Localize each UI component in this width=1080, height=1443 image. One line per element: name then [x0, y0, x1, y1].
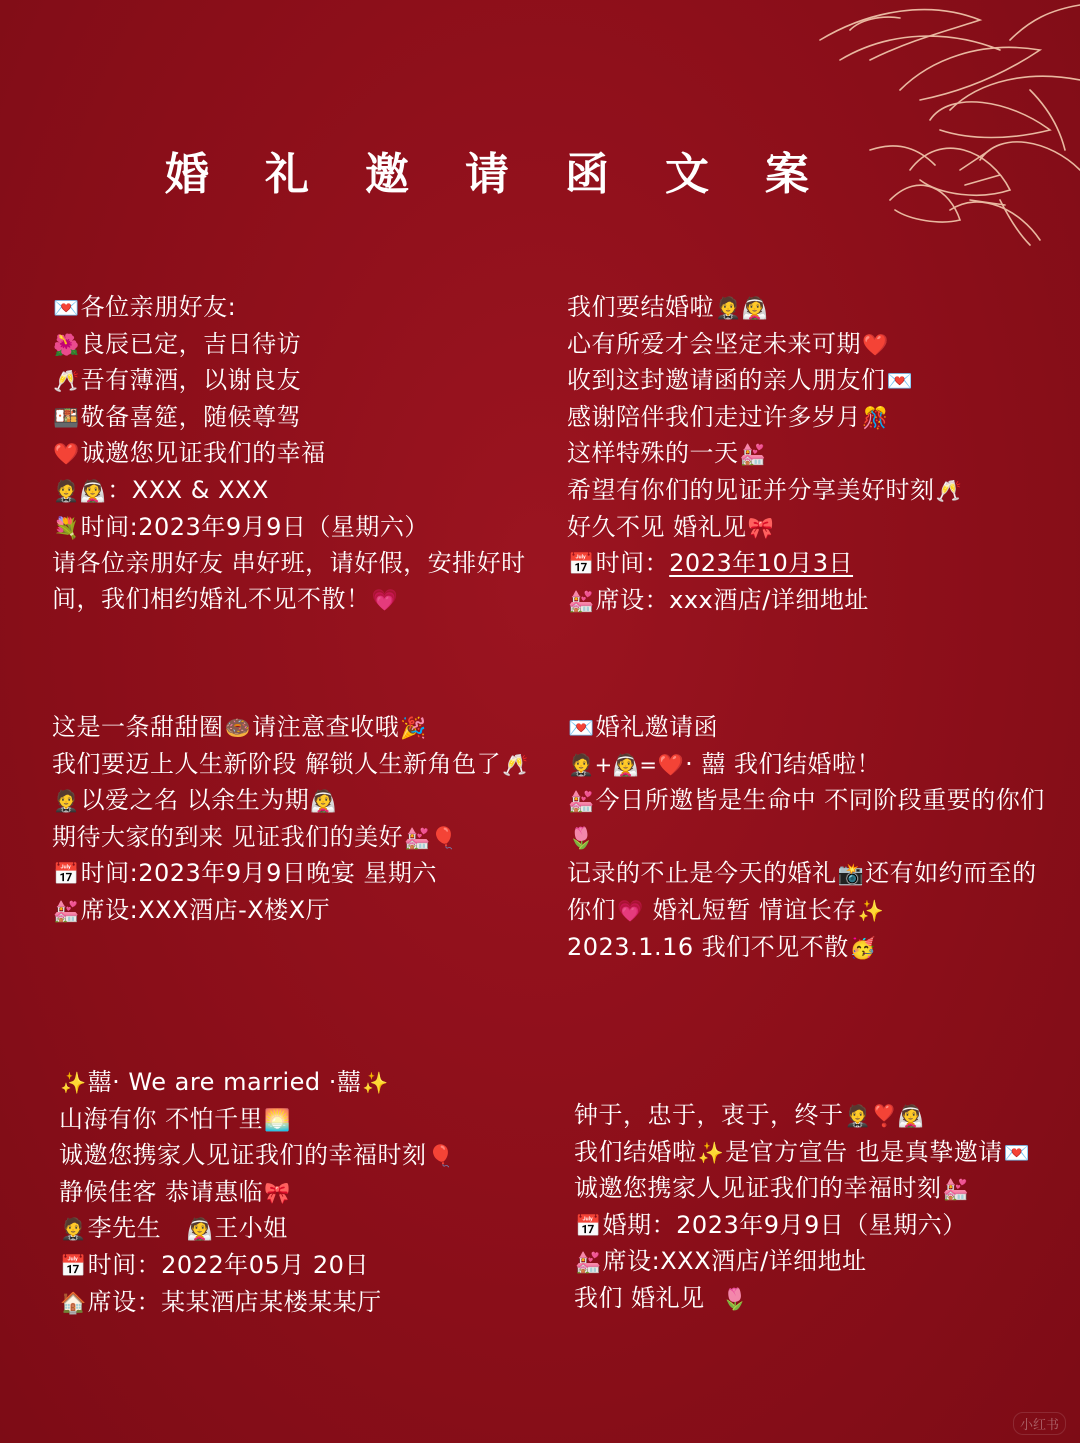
text-line	[59, 1285, 539, 1322]
bride-icon: 👰	[186, 1217, 214, 1242]
wedding-chapel-icon: 💒	[942, 1177, 970, 1202]
calendar-icon: 📅	[53, 862, 80, 887]
text-line	[59, 1211, 539, 1248]
text-line	[52, 327, 552, 364]
text-line	[52, 400, 552, 437]
text-line	[567, 436, 1057, 473]
line-text: 席设:XXX酒店-X楼X厅	[80, 895, 331, 924]
calendar-icon: 📅	[60, 1253, 87, 1278]
line-text: 婚期：2023年9月9日（星期六）	[602, 1210, 967, 1239]
line-text: 吾有薄酒，以谢良友	[80, 366, 302, 395]
line-text: 山海有你 不怕千里	[59, 1104, 264, 1133]
love-letter-icon: 💌	[1003, 1140, 1031, 1165]
line-text: 我们 婚礼见	[574, 1283, 705, 1312]
wedding-chapel-icon: 💒	[568, 789, 595, 814]
line-text: 钟于，忠于，衷于，终于	[574, 1101, 844, 1129]
line-text: 婚礼邀请函	[595, 713, 719, 741]
wedding-chapel-icon: 💒	[53, 898, 80, 923]
text-line	[574, 1171, 1064, 1208]
text-line	[574, 1208, 1064, 1245]
groom-bride-icon: 🤵👰	[53, 478, 107, 503]
invitation-text-1	[52, 290, 552, 618]
pink-heart-icon: 💗	[617, 898, 644, 923]
line-text: 收到这封邀请函的亲人朋友们	[567, 366, 886, 395]
house-icon: 🏠	[60, 1290, 87, 1315]
line-text: · 囍 我们结婚啦！	[685, 749, 882, 778]
text-line	[52, 546, 552, 618]
text-line	[574, 1098, 1064, 1135]
party-face-icon: 🥳	[849, 935, 877, 960]
lily-flower-line-art	[750, 0, 1080, 260]
text-line	[567, 363, 1057, 400]
text-line	[52, 436, 552, 473]
line-text: 好久不见 婚礼见	[567, 512, 747, 541]
party-popper-icon: 🎉	[400, 716, 427, 740]
line-text: 还有如约而至的你们	[567, 859, 1037, 924]
love-letter-icon: 💌	[568, 716, 595, 740]
groom-plus-bride-heart-icon: 🤵+👰=❤️	[568, 752, 685, 777]
line-text: 这是一条甜甜圈	[52, 713, 224, 741]
pink-heart-icon: 💗	[371, 587, 399, 612]
wedding-chapel-icon: 💒	[739, 442, 767, 467]
line-text: 时间:2023年9月9日晚宴 星期六	[80, 859, 437, 888]
text-line	[52, 856, 552, 893]
line-text: 良辰已定，吉日待访	[80, 329, 302, 358]
text-line	[52, 893, 552, 930]
sparkles-icon: ✨	[362, 1071, 390, 1095]
champagne-icon: 🥂	[502, 752, 529, 777]
invitation-text-5	[59, 1065, 539, 1321]
wedding-chapel-icon: 💒	[575, 1250, 602, 1275]
ribbon-icon: 🎀	[264, 1180, 291, 1205]
sparkles-icon: ✨	[697, 1140, 725, 1165]
text-line	[567, 583, 1057, 620]
line-text: 时间:2023年9月9日（星期六）	[80, 512, 429, 541]
watermark-logo: 小红书	[1013, 1412, 1066, 1435]
heart-icon: ❤️	[53, 442, 80, 467]
sparkles-icon: ✨	[857, 898, 885, 923]
line-text: 2023.1.16 我们不见不散	[567, 932, 849, 961]
line-text: 诚邀您携家人见证我们的幸福时刻	[574, 1174, 942, 1203]
confetti-icon: 🎊	[862, 405, 889, 430]
line-text: 感谢陪伴我们走过许多岁月	[567, 402, 861, 431]
invitation-text-2	[567, 290, 1057, 619]
line-text: 我们要结婚啦	[567, 293, 714, 321]
chapel-balloon-icon: 💒🎈	[404, 825, 458, 850]
invitation-text-6	[574, 1098, 1064, 1318]
text-line	[567, 747, 1057, 784]
wedding-chapel-icon: 💒	[568, 588, 595, 613]
love-letter-icon: 💌	[53, 296, 80, 320]
line-text: 希望有你们的见证并分享美好时刻	[567, 475, 935, 504]
text-line	[567, 930, 1057, 967]
text-line	[59, 1138, 539, 1175]
line-text: 静候佳客 恭请惠临	[59, 1177, 264, 1206]
line-text: 婚礼短暂 情谊长存	[644, 895, 857, 924]
sunrise-icon: 🌅	[264, 1107, 291, 1132]
bento-icon: 🍱	[53, 405, 80, 430]
text-line	[52, 290, 552, 327]
text-line	[52, 363, 552, 400]
line-text: 我们结婚啦	[574, 1137, 697, 1166]
line-text: 李先生	[87, 1214, 162, 1243]
text-line	[52, 747, 552, 784]
line-text: 是官方宣告 也是真挚邀请	[725, 1137, 1003, 1166]
text-line	[567, 710, 1057, 747]
text-line	[59, 1102, 539, 1139]
heart-icon: ❤️	[862, 332, 889, 357]
balloon-icon: 🎈	[427, 1144, 455, 1169]
bouquet-icon: 💐	[53, 515, 80, 540]
line-text: 时间：2022年05月 20日	[87, 1250, 369, 1279]
calendar-icon: 📅	[568, 552, 595, 577]
line-text: 请各位亲朋好友 串好班，请好假，安排好时间，我们相约婚礼不见不散！	[52, 549, 526, 613]
text-line	[567, 856, 1057, 929]
text-line	[52, 510, 552, 547]
text-line	[567, 473, 1057, 510]
donut-icon: 🍩	[224, 716, 252, 740]
groom-bride-icon: 🤵👰	[715, 296, 769, 320]
tulip-icon: 🌷	[721, 1286, 749, 1311]
date-value: 2023年10月3日	[669, 549, 854, 578]
text-line	[574, 1281, 1064, 1318]
text-line	[52, 710, 552, 747]
champagne-icon: 🥂	[935, 478, 963, 503]
text-line	[59, 1065, 539, 1102]
invitation-text-3	[52, 710, 552, 930]
text-line	[52, 820, 552, 857]
text-line	[52, 783, 552, 820]
line-text: ：XXX & XXX	[107, 475, 269, 504]
line-text: 王小姐	[214, 1214, 288, 1243]
line-text: 以爱之名 以余生为期	[80, 786, 310, 815]
line-text: 期待大家的到来 见证我们的美好	[52, 822, 404, 851]
bride-icon: 👰	[310, 789, 337, 814]
line-text: 各位亲朋好友:	[80, 293, 237, 321]
groom-heart-bride-icon: 🤵❣️👰	[844, 1104, 925, 1128]
text-line	[59, 1175, 539, 1212]
text-line	[567, 783, 1057, 856]
line-text: 今日所邀皆是生命中 不同阶段重要的你们	[595, 786, 1045, 815]
love-letter-icon: 💌	[886, 369, 914, 394]
champagne-icon: 🥂	[53, 369, 80, 394]
sparkles-icon: ✨	[60, 1071, 87, 1095]
line-text: 请注意查收哦	[252, 713, 400, 741]
text-line	[574, 1244, 1064, 1281]
line-text: 诚邀您见证我们的幸福	[80, 439, 326, 468]
text-line	[567, 546, 1057, 583]
line-text: 席设：xxx酒店/详细地址	[595, 585, 869, 614]
flower-icon: 🌺	[53, 332, 80, 357]
groom-icon: 🤵	[53, 789, 80, 814]
text-line	[567, 290, 1057, 327]
text-line	[574, 1135, 1064, 1172]
line-text: 诚邀您携家人见证我们的幸福时刻	[59, 1141, 427, 1170]
ribbon-icon: 🎀	[747, 515, 775, 540]
line-text: 席设:XXX酒店/详细地址	[602, 1247, 867, 1276]
text-line	[567, 400, 1057, 437]
line-text: 敬备喜筵，随候尊驾	[80, 402, 302, 431]
tulip-icon: 🌷	[568, 825, 595, 850]
text-line	[567, 510, 1057, 547]
page-title: 婚礼邀请函文案	[165, 149, 865, 200]
line-text: 记录的不止是今天的婚礼	[567, 859, 837, 888]
invitation-text-4	[567, 710, 1057, 966]
text-line	[59, 1248, 539, 1285]
text-line	[52, 473, 552, 510]
line-text: 时间：	[595, 549, 670, 578]
line-text: 心有所爱才会坚定未来可期	[567, 329, 861, 358]
line-text: 这样特殊的一天	[567, 439, 739, 468]
camera-flash-icon: 📸	[837, 862, 865, 887]
line-text: 囍· We are married ·囍	[87, 1068, 362, 1096]
line-text: 我们要迈上人生新阶段 解锁人生新角色了	[52, 749, 502, 778]
line-text: 席设：某某酒店某楼某某厅	[87, 1287, 382, 1316]
groom-icon: 🤵	[60, 1217, 87, 1242]
calendar-icon: 📅	[575, 1213, 602, 1238]
text-line	[567, 327, 1057, 364]
